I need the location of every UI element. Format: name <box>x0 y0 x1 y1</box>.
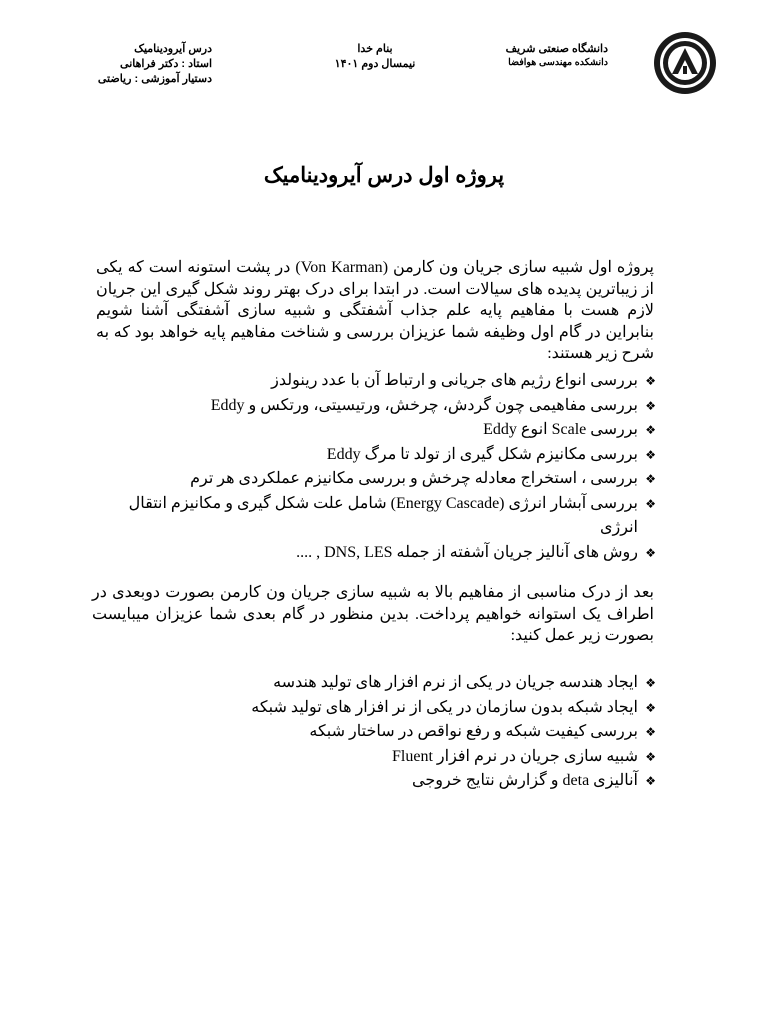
bullet-marker-icon: ❖ <box>645 447 656 462</box>
page-header <box>0 30 768 120</box>
list-item: ❖ شبیه سازی جریان در نرم افزار Fluent <box>90 745 656 770</box>
university-name: دانشگاه صنعتی شریف <box>505 43 608 55</box>
intro-paragraph: پروژه اول شبیه سازی جریان ون کارمن (Von Karman) در پشت استونه است که یکی از زیباترین پدیده های سیالات است. در ابتدا برای درک بهتر روند شکل گیری این جریان لازم هست با مفاهیم پایه علم جذاب آشفتگی و شبیه سازی آشفتگی آشنا شویم بنابراین در گام اول وظیفه شما عزیزان بررسی و شناخت مفاهیم پایه خواهد بود که به شرح زیر هستند: <box>96 259 655 362</box>
bullet-marker-icon: ❖ <box>645 725 656 739</box>
list-item: ❖ روش های آنالیز جریان آشفته از جمله DNS, LES , .... <box>90 541 656 566</box>
bullet-marker-icon: ❖ <box>645 545 656 560</box>
bullet-marker-icon: ❖ <box>645 676 656 690</box>
document-title: پروژه اول درس آیرودینامیک <box>263 164 505 187</box>
bullet-marker-icon: ❖ <box>645 496 656 511</box>
course-block <box>98 42 212 87</box>
list-item: ❖ بررسی کیفیت شبکه و رفع نواقص در ساختار شبکه <box>90 720 656 745</box>
instructor: استاد : دکتر فراهانی <box>120 58 212 70</box>
list-item: ❖ بررسی ، استخراج معادله چرخش و بررسی مکانیزم عملکردی هر ترم <box>90 467 656 492</box>
concepts-list <box>90 369 656 565</box>
course-name: درس آیرودینامیک <box>134 43 212 55</box>
semester: نیمسال دوم ۱۴۰۱ <box>334 58 416 70</box>
bullet-marker-icon: ❖ <box>645 472 656 486</box>
list-item: ❖ بررسی آبشار انرژی (Energy Cascade) شامل علت شکل گیری و مکانیزم انتقال انرژی <box>90 492 656 541</box>
bullet-marker-icon: ❖ <box>645 700 656 715</box>
list-item: ❖ ایجاد شبکه بدون سازمان در یکی از نر افزار های تولید شبکه <box>90 696 656 721</box>
list-item: ❖ بررسی مکانیزم شکل گیری از تولد تا مرگ Eddy <box>90 443 656 468</box>
teaching-assistant: دستیار آموزشی : ریاضتی <box>97 73 212 85</box>
second-paragraph: بعد از درک مناسبی از مفاهیم بالا به شبیه سازی جریان ون کارمن بصورت دوبعدی در اطراف یک استوانه خواهیم پرداخت. بدین منظور در گام بعدی شما عزیزان میبایست بصورت زیر عمل کنید: <box>92 584 654 644</box>
list-item: ❖ بررسی مفاهیمی چون گردش، چرخش، ورتیسیتی، ورتکس و Eddy <box>90 394 656 419</box>
bullet-marker-icon: ❖ <box>645 398 656 413</box>
list-item: ❖ بررسی Scale انوع Eddy <box>90 418 656 443</box>
bullet-marker-icon: ❖ <box>645 423 656 437</box>
sharif-university-logo-icon <box>652 30 718 96</box>
list-item: ❖ بررسی انواع رژیم های جریانی و ارتباط آن با عدد رینولدز <box>90 369 656 394</box>
bullet-marker-icon: ❖ <box>645 749 656 764</box>
list-item: ❖ ایجاد هندسه جریان در یکی از نرم افزار های تولید هندسه <box>90 671 656 696</box>
faculty-name: دانشکده مهندسی هوافضا <box>508 57 608 68</box>
university-block <box>506 42 608 70</box>
tasks-list <box>90 671 656 794</box>
invocation: بنام خدا <box>357 43 393 55</box>
header-center <box>310 42 440 72</box>
bullet-marker-icon: ❖ <box>645 774 656 788</box>
list-item: ❖ آنالیزی deta و گزارش نتایج خروجی <box>90 769 656 794</box>
bullet-marker-icon: ❖ <box>645 374 656 388</box>
